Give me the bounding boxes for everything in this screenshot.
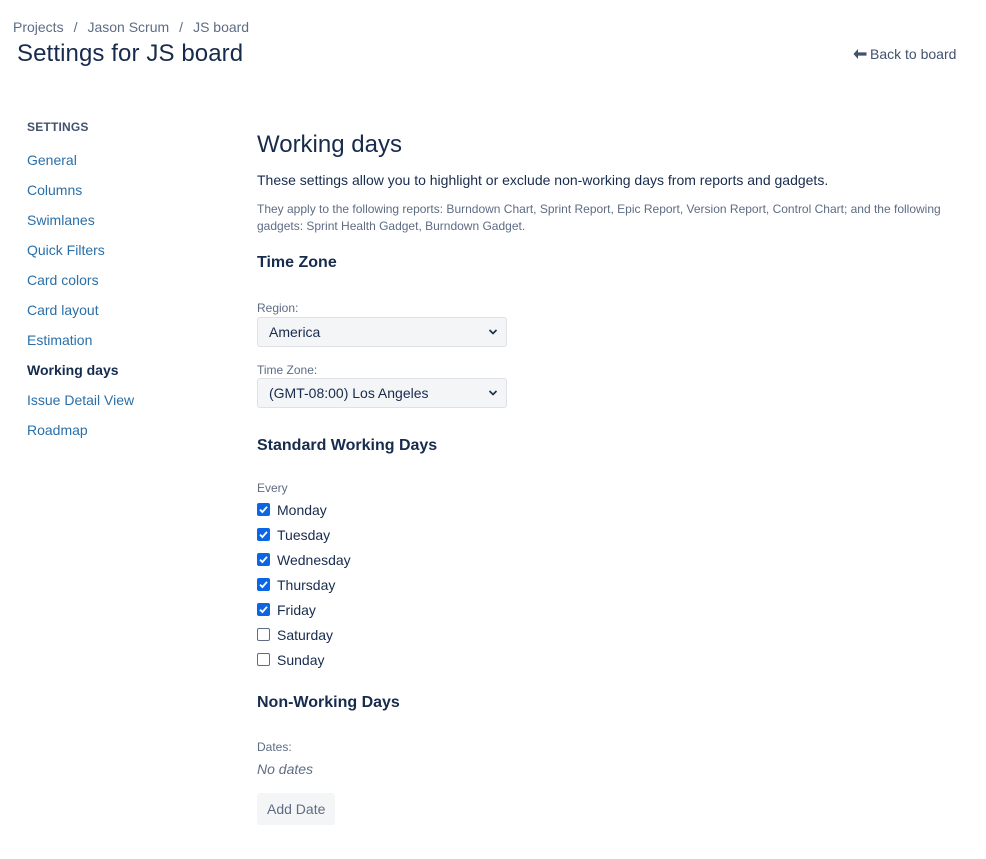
breadcrumb-projects[interactable]: Projects [13, 19, 64, 35]
checkbox-unchecked-icon[interactable] [257, 628, 270, 641]
back-to-board-link[interactable] [853, 46, 956, 62]
day-checkbox-saturday[interactable] [257, 622, 957, 647]
day-label: Friday [277, 601, 316, 618]
dates-label: Dates: [257, 740, 292, 754]
reports-note: They apply to the following reports: Burndown Chart, Sprint Report, Epic Report, Version Report, Control Chart; and the following gadgets: Sprint Health Gadget, Burndown Gadget. [257, 202, 941, 233]
arrow-left-icon [853, 48, 867, 60]
day-checkbox-thursday[interactable] [257, 572, 957, 597]
checkmark-icon [259, 580, 268, 589]
day-checkbox-monday[interactable] [257, 497, 957, 522]
checkbox-checked-icon[interactable] [257, 528, 270, 541]
day-checkbox-tuesday[interactable] [257, 522, 957, 547]
timezone-select-value: (GMT-08:00) Los Angeles [269, 385, 429, 401]
sidebar-item-issue-detail-view[interactable]: Issue Detail View [27, 392, 135, 408]
main-content [257, 129, 957, 825]
checkmark-icon [259, 530, 268, 539]
add-date-button[interactable]: Add Date [257, 793, 335, 825]
description: These settings allow you to highlight or exclude non-working days from reports and gadgets. [257, 172, 829, 188]
sidebar-item-card-layout[interactable]: Card layout [27, 302, 99, 318]
timezone-label: Time Zone: [257, 363, 318, 377]
sidebar-heading: SETTINGS [27, 120, 89, 134]
breadcrumb-separator: / [73, 19, 78, 35]
sidebar-item-card-colors[interactable]: Card colors [27, 272, 99, 288]
sidebar-item-quick-filters[interactable]: Quick Filters [27, 242, 105, 258]
settings-sidebar [27, 120, 227, 445]
sidebar-item-roadmap[interactable]: Roadmap [27, 422, 88, 438]
day-label: Sunday [277, 651, 325, 668]
breadcrumb-separator: / [179, 19, 184, 35]
time-zone-title: Time Zone [257, 254, 337, 271]
breadcrumb [13, 19, 249, 35]
sidebar-item-swimlanes[interactable]: Swimlanes [27, 212, 95, 228]
checkbox-checked-icon[interactable] [257, 553, 270, 566]
chevron-down-icon [488, 327, 498, 337]
back-to-board-label: Back to board [870, 46, 957, 62]
checkmark-icon [259, 505, 268, 514]
sidebar-item-columns[interactable]: Columns [27, 182, 83, 198]
no-dates-text: No dates [257, 761, 314, 777]
non-working-days-title: Non-Working Days [257, 694, 400, 711]
region-label: Region: [257, 301, 299, 315]
region-select[interactable] [257, 317, 507, 347]
checkmark-icon [259, 555, 268, 564]
section-heading: Working days [257, 131, 402, 158]
day-label: Thursday [277, 576, 336, 593]
day-label: Monday [277, 501, 327, 518]
sidebar-item-working-days[interactable]: Working days [27, 362, 119, 378]
page-title: Settings for JS board [17, 40, 244, 67]
day-label: Saturday [277, 626, 334, 643]
breadcrumb-project[interactable]: Jason Scrum [87, 19, 170, 35]
day-checkbox-sunday[interactable] [257, 647, 957, 672]
standard-working-days-title: Standard Working Days [257, 437, 438, 454]
chevron-down-icon [488, 388, 498, 398]
breadcrumb-board[interactable]: JS board [193, 19, 250, 35]
timezone-select[interactable] [257, 378, 507, 408]
checkbox-checked-icon[interactable] [257, 603, 270, 616]
region-select-value: America [269, 324, 321, 340]
checkbox-checked-icon[interactable] [257, 578, 270, 591]
sidebar-item-estimation[interactable]: Estimation [27, 332, 93, 348]
day-checkbox-friday[interactable] [257, 597, 957, 622]
checkmark-icon [259, 605, 268, 614]
working-days-list [257, 497, 957, 672]
day-label: Tuesday [277, 526, 331, 543]
checkbox-checked-icon[interactable] [257, 503, 270, 516]
every-label: Every [257, 481, 288, 495]
checkbox-unchecked-icon[interactable] [257, 653, 270, 666]
sidebar-item-general[interactable]: General [27, 152, 77, 168]
sidebar-nav [27, 145, 227, 445]
day-label: Wednesday [277, 551, 351, 568]
day-checkbox-wednesday[interactable] [257, 547, 957, 572]
